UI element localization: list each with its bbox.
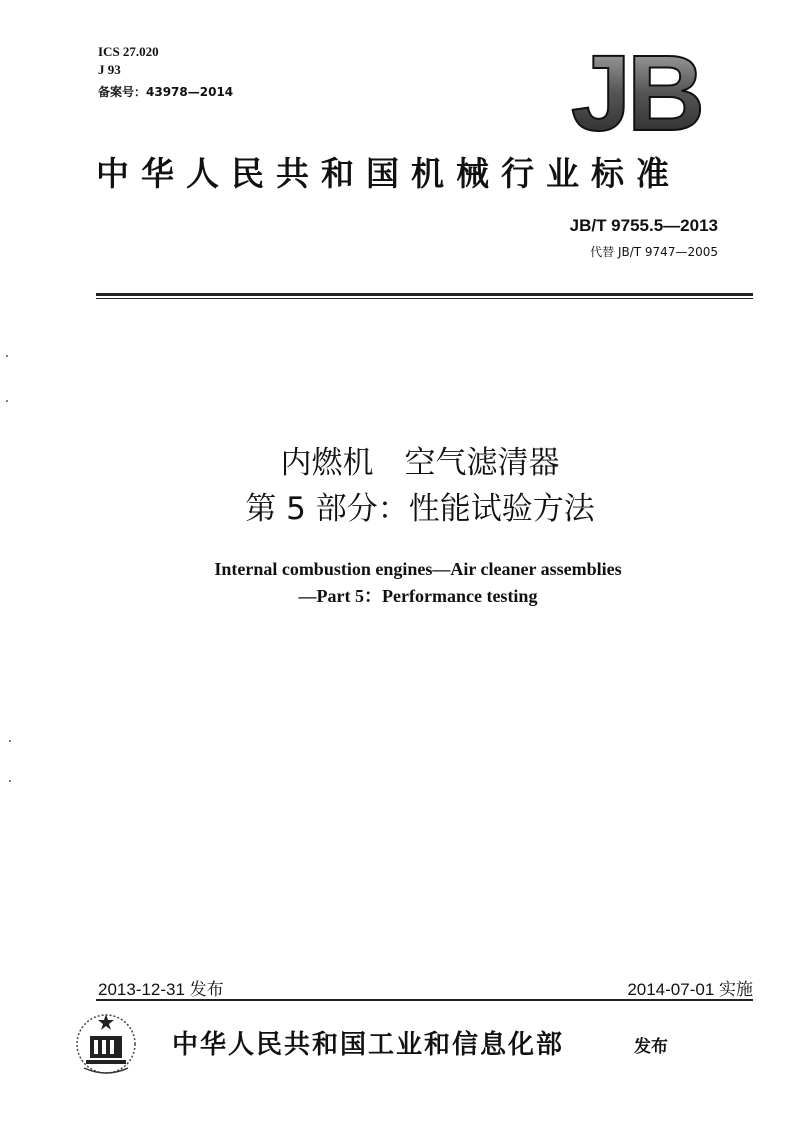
title-cn-line2: 第 5 部分：性能试验方法 [245, 491, 595, 527]
title-en-line1: Internal combustion engines—Air cleaner assemblies [214, 559, 622, 579]
classification-code: J 93 [98, 62, 121, 77]
filing-number: 备案号：43978—2014 [98, 85, 234, 99]
title-en-line2: —Part 5：Performance testing [298, 586, 538, 606]
standard-number: JB/T 9755.5—2013 [569, 216, 718, 235]
issuing-authority: 中华人民共和国工业和信息化部 [172, 1030, 565, 1060]
scan-mark [9, 780, 11, 782]
footer-divider [96, 999, 753, 1001]
jb-logo-icon [566, 40, 706, 140]
header-divider-thin [96, 298, 753, 299]
logo-text: JB [570, 40, 702, 140]
title-cn-line1: 内燃机 空气滤清器 [280, 445, 560, 481]
replaces-standard: 代替 JB/T 9747—2005 [590, 245, 718, 259]
effective-date: 2014-07-01 实施 [627, 980, 753, 999]
issuing-authority-suffix: 发布 [634, 1037, 668, 1057]
header-divider [96, 293, 753, 296]
scan-mark [6, 400, 8, 402]
issue-date: 2013-12-31 发布 [98, 980, 224, 999]
ministry-seal-icon [74, 1008, 138, 1080]
ics-code: ICS 27.020 [98, 44, 159, 59]
scan-mark [6, 355, 8, 357]
scan-mark [9, 740, 11, 742]
main-title: 中华人民共和国机械行业标准 [96, 154, 681, 193]
